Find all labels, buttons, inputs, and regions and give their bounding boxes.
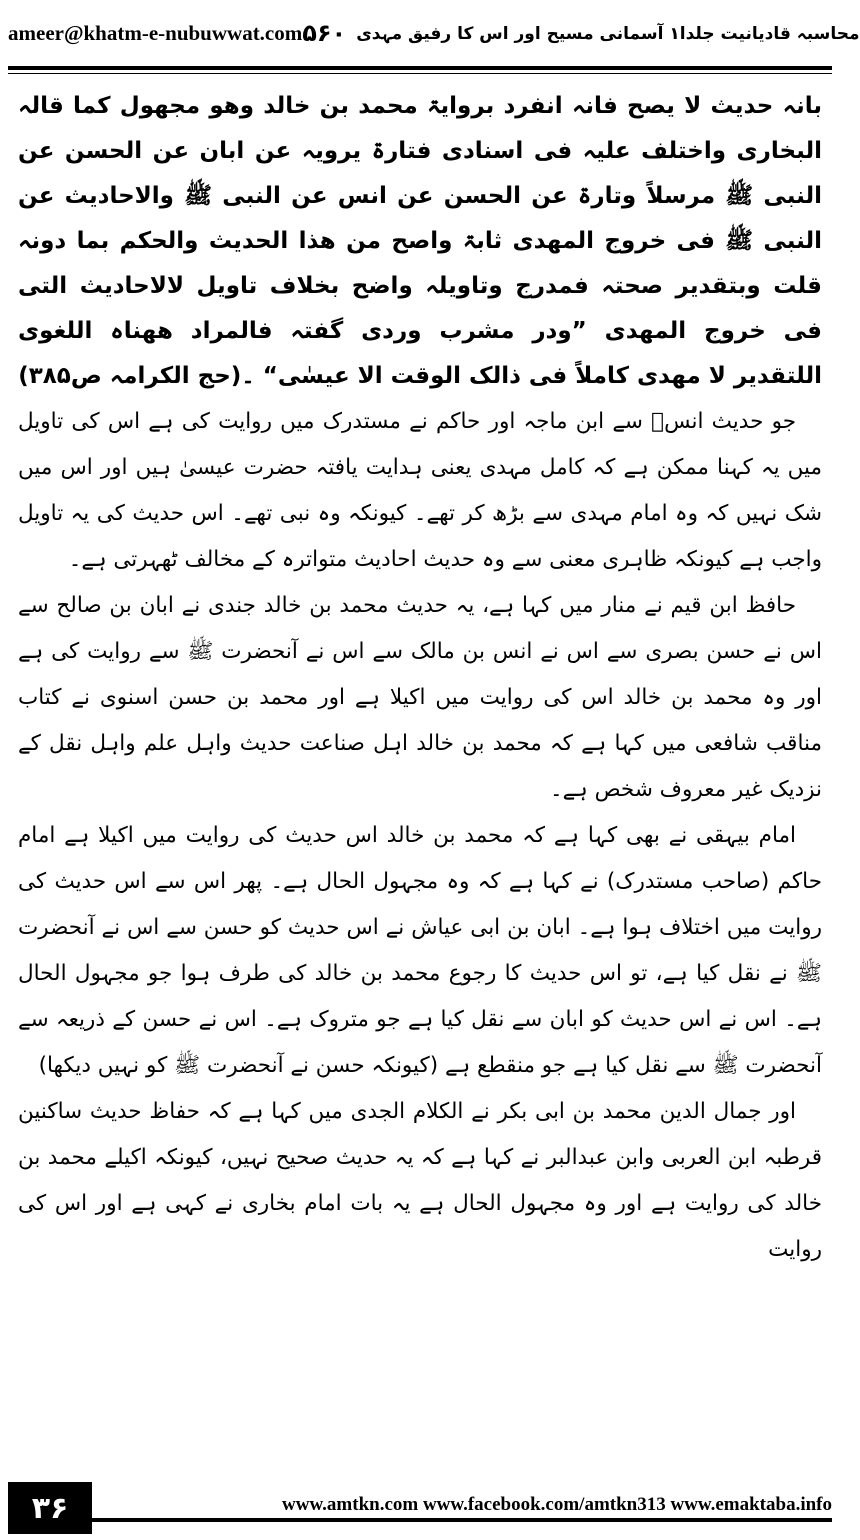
header-rule-thick [8,66,832,70]
header-rule-thin [8,73,832,74]
book-title: محاسبہ قادیانیت جلدا۱ آسمانی مسیح اور اس کا رفیق مہدی [356,23,860,44]
footer-rule [92,1518,832,1522]
footer-links[interactable]: www.amtkn.com www.facebook.com/amtkn313 www.emaktaba.info [282,1494,832,1515]
page-footer [8,1474,832,1540]
paragraph-2: حافظ ابن قیم نے منار میں کہا ہے، یہ حدیث محمد بن خالد جندی نے ابان بن صالح سے اس نے حسن بصری سے اس نے انس بن مالک سے اس نے آنحضرت ﷺ سے روایت کی ہے اور وہ محمد بن خالد اس کی روایت میں اکیلا ہے اور محمد بن حسن اسنوی نے کتاب مناقب شافعی میں کہا ہے کہ محمد بن خالد اہل صناعت حدیث واہل علم واہل نقل کے نزدیک غیر معروف شخص ہے۔ [18,593,822,802]
paragraph-4: اور جمال الدین محمد بن ابی بکر نے الکلام الجدی میں کہا ہے کہ حفاظ حدیث ساکنین قرطبہ ابن العربی وابن عبدالبر نے کہا ہے کہ یہ حدیث صحیح نہیں، کیونکہ اکیلے محمد بن خالد کی روایت ہے اور وہ مجہول الحال ہے یہ بات امام بخاری نے کہی ہے اور اس کی روایت [18,1099,822,1262]
arabic-quote: بانہ حدیث لا یصح فانہ انفرد بروایۃ محمد بن خالد وھو مجھول کما قالہ البخاری واختلف علیہ فی اسنادی فتارۃ یرویہ عن ابان عن الحسن عن النبی ﷺ مرسلاً وتارۃ عن الحسن عن انس عن النبی ﷺ والاحادیث عن النبی ﷺ فی خروج المھدی ثابۃ واصح من ھذا الحدیث والحکم بما دونہ قلت وبتقدیر صحتہ فمدرج وتاویلہ واضح بخلاف تاویل لالاحادیث التی فی خروج المھدی ”ودر مشرب وردی گفتہ فالمراد ھھناہ اللغوی اللتقدیر لا مھدی کاملاً فی ذالک الوقت الا عیسٰی“ ۔(حج الکرامہ ص۳۸۵) [18,93,822,389]
header-title-group [302,19,859,47]
page-header [8,0,860,66]
paragraph-3: امام بیہقی نے بھی کہا ہے کہ محمد بن خالد اس حدیث کی روایت میں اکیلا ہے امام حاکم (صاحب مستدرک) نے کہا ہے کہ وہ مجہول الحال ہے۔ پھر اس سے اس حدیث کی روایت میں اختلاف ہوا ہے۔ ابان بن ابی عیاش نے اس حدیث کو حسن سے اس نے آنحضرت ﷺ نے نقل کیا ہے، تو اس حدیث کا رجوع محمد بن خالد کی طرف ہوا جو مجہول الحال ہے۔ اس نے اس حدیث کو ابان سے نقل کیا ہے جو متروک ہے۔ اس نے حسن کے ذریعہ سے آنحضرت ﷺ سے نقل کیا ہے جو منقطع ہے (کیونکہ حسن نے آنحضرت ﷺ کو نہیں دیکھا) [18,823,822,1078]
page-body [18,84,822,1464]
book-page-number: ۵۶۰ [302,19,347,47]
footer-page-number: ۳۶ [8,1482,92,1534]
header-email[interactable]: ameer@khatm-e-nubuwwat.com [8,20,303,45]
paragraph-1: جو حدیث انسؓ سے ابن ماجہ اور حاکم نے مستدرک میں روایت کی ہے اس کی تاویل میں یہ کہنا ممکن ہے کہ کامل مہدی یعنی ہدایت یافتہ حضرت عیسیٰ ہیں اور اس میں شک نہیں کہ وہ امام مہدی سے بڑھ کر تھے۔ کیونکہ وہ نبی تھے۔ اس حدیث کی یہ تاویل واجب ہے کیونکہ ظاہری معنی سے وہ حدیث احادیث متواترہ کے مخالف ٹھہرتی ہے۔ [18,409,822,572]
